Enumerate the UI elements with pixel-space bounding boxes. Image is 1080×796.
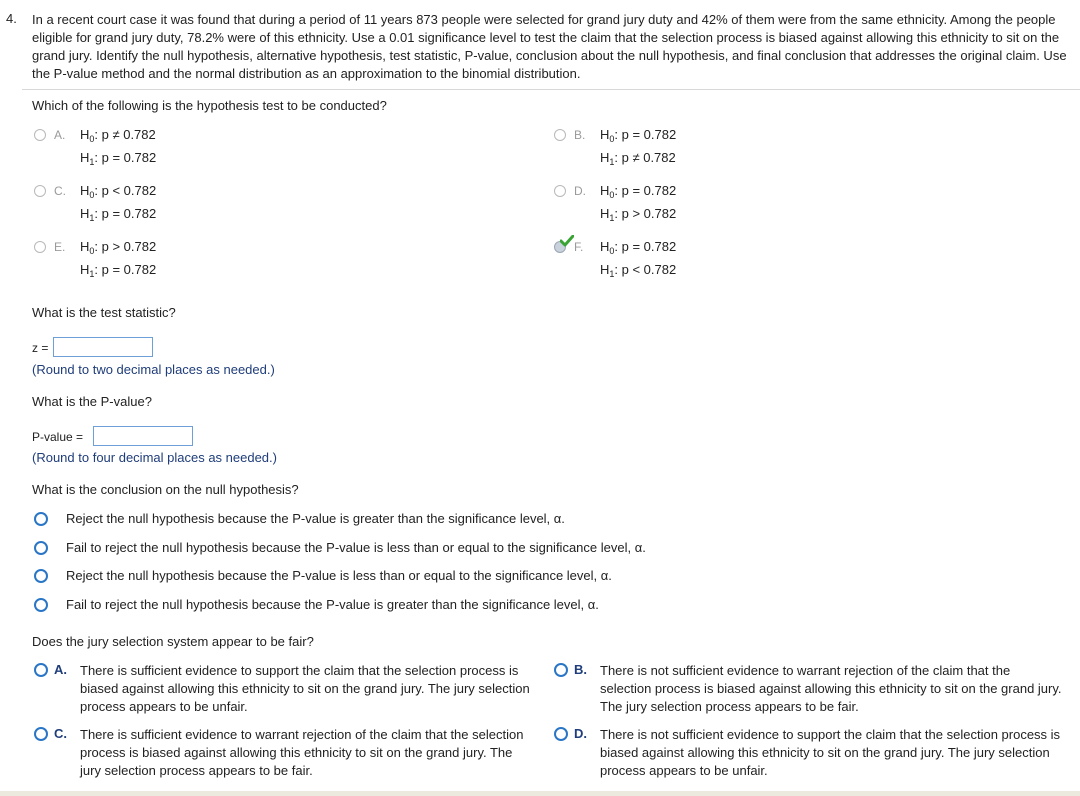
final-option-text: There is not sufficient evidence to warrant rejection of the claim that the selection process is biased against allowing this ethnicity to sit on the grand jury. The jury selection process appears to be fair. [600,663,1062,714]
null-hypothesis: $H_0$: p ≠ 0.782 [80,127,156,144]
conclusion-prompt: What is the conclusion on the null hypothesis? [32,482,299,497]
final-option-text: There is sufficient evidence to support the claim that the selection process is biased against allowing this ethnicity to sit on the grand jury. The jury selection process appears to be unfair. [80,663,530,714]
divider [22,89,1080,90]
p-value-input[interactable] [93,426,193,446]
radio-button[interactable] [554,185,566,197]
final-option-b[interactable] [554,662,1064,718]
final-option-c[interactable] [34,726,534,782]
radio-button[interactable] [34,598,48,612]
test-statistic-prompt: What is the test statistic? [32,305,176,320]
option-letter: C. [54,184,66,198]
null-hypothesis: $H_0$: p > 0.782 [80,239,157,256]
p-value-round-hint: (Round to four decimal places as needed.) [32,450,277,465]
conclusion-text: Fail to reject the null hypothesis because the P-value is less than or equal to the significance level, α. [66,540,646,555]
null-hypothesis: $H_0$: p < 0.782 [80,183,157,200]
option-letter: B. [574,128,586,142]
bottom-bar [0,791,1080,796]
option-letter: B. [574,662,587,677]
conclusion-text: Reject the null hypothesis because the P-value is less than or equal to the significance level, α. [66,568,612,583]
option-letter: F. [574,240,584,254]
hypothesis-prompt: Which of the following is the hypothesis test to be conducted? [32,98,387,113]
option-letter: D. [574,726,587,741]
radio-button[interactable] [554,727,568,741]
z-input[interactable] [53,337,153,357]
question-number: 4. [6,11,17,26]
checkmark-icon [560,235,574,247]
final-option-text: There is sufficient evidence to warrant rejection of the claim that the selection process is biased against allowing this ethnicity to sit on the grand jury. The jury selection process appears to be fair. [80,727,524,778]
radio-button[interactable] [34,663,48,677]
option-letter: A. [54,662,67,677]
option-letter: A. [54,128,66,142]
radio-button[interactable] [34,512,48,526]
alt-hypothesis: $H_1$: p = 0.782 [80,262,157,279]
alt-hypothesis: $H_1$: p = 0.782 [80,150,157,167]
final-option-a[interactable] [34,662,534,718]
p-value-prompt: What is the P-value? [32,394,152,409]
radio-button[interactable] [34,727,48,741]
radio-button[interactable] [34,541,48,555]
radio-button[interactable] [34,241,46,253]
p-value-label: P-value = [32,430,84,444]
z-round-hint: (Round to two decimal places as needed.) [32,362,275,377]
null-hypothesis: $H_0$: p = 0.782 [600,127,677,144]
problem-statement: In a recent court case it was found that during a period of 11 years 873 people were selected for grand jury duty and 42% of them were from the same ethnicity. Among the people eligible for grand jury duty, 78.2% were of this ethnicity. Use a 0.01 significance level to test the claim that the selection process is biased against allowing this ethnicity to sit on the grand jury. Identify the null hypothesis, alternative hypothesis, test statistic, P-value, conclusion about the null hypothesis, and final conclusion that addresses the original claim. Use the P-value method and the normal distribution as an approximation to the binomial distribution. [32,12,1067,81]
option-letter: C. [54,726,67,741]
final-option-d[interactable] [554,726,1064,782]
radio-button[interactable] [34,185,46,197]
null-hypothesis: $H_0$: p = 0.782 [600,239,677,256]
radio-button[interactable] [34,129,46,141]
radio-button[interactable] [554,129,566,141]
alt-hypothesis: $H_1$: p < 0.782 [600,262,677,279]
option-letter: E. [54,240,66,254]
alt-hypothesis: $H_1$: p ≠ 0.782 [600,150,676,167]
final-prompt: Does the jury selection system appear to be fair? [32,634,314,649]
conclusion-text: Reject the null hypothesis because the P-value is greater than the significance level, α. [66,511,565,526]
final-option-text: There is not sufficient evidence to support the claim that the selection process is biased against allowing this ethnicity to sit on the grand jury. The jury selection process appears to be unfair. [600,727,1061,778]
radio-button[interactable] [34,569,48,583]
alt-hypothesis: $H_1$: p > 0.782 [600,206,677,223]
option-letter: D. [574,184,586,198]
null-hypothesis: $H_0$: p = 0.782 [600,183,677,200]
z-label: z = [32,341,49,355]
alt-hypothesis: $H_1$: p = 0.782 [80,206,157,223]
radio-button[interactable] [554,663,568,677]
conclusion-text: Fail to reject the null hypothesis because the P-value is greater than the significance level, α. [66,597,599,612]
